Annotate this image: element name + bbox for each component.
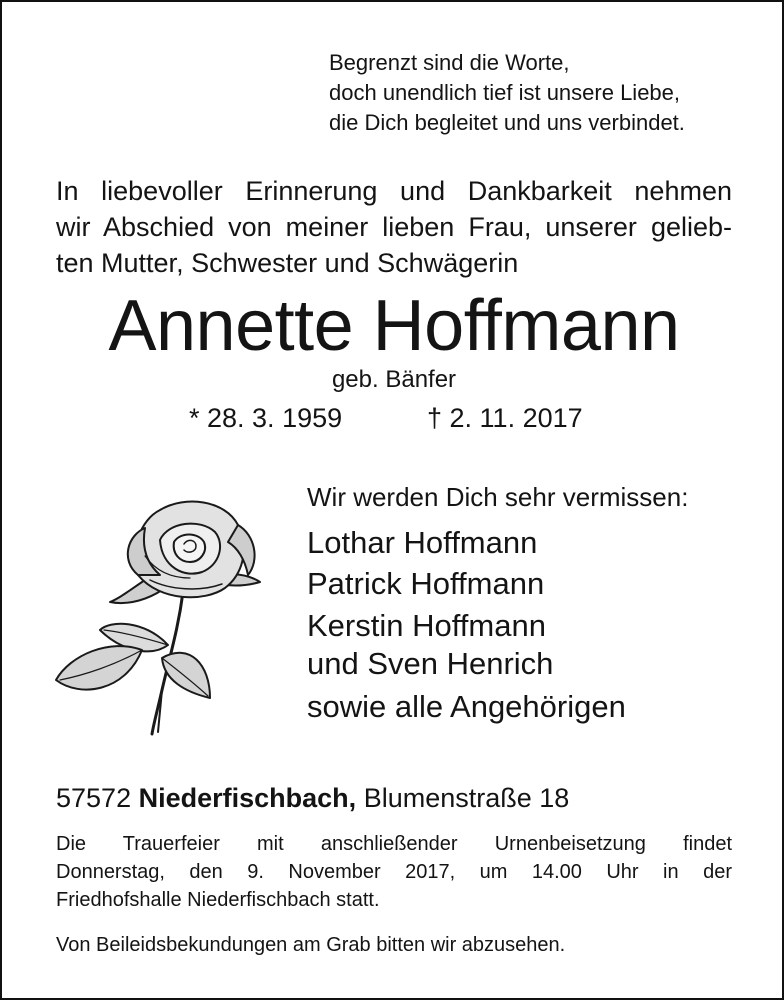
service-line: Friedhofshalle Niederfischbach statt.: [56, 889, 380, 911]
intro-line: wir Abschied von meiner lieben Frau, unserer gelieb-: [56, 212, 732, 242]
service-details: [56, 830, 732, 914]
poem-line: die Dich begleitet und uns verbindet.: [329, 110, 685, 135]
intro-line: In liebevoller Erinnerung und Dankbarkeit nehmen: [56, 176, 732, 206]
rose-icon: [50, 480, 290, 740]
service-line: Donnerstag, den 9. November 2017, um 14.00 Uhr in der: [56, 861, 732, 883]
condolence-note: Von Beileidsbekundungen am Grab bitten wir abzusehen.: [56, 934, 566, 956]
intro-text: [56, 173, 732, 281]
street: Blumenstraße 18: [363, 783, 570, 813]
mourner-name: sowie alle Angehörigen: [307, 689, 626, 724]
service-line: Die Trauerfeier mit anschließender Urnenbeisetzung findet: [56, 833, 732, 855]
town: Niederfischbach,: [138, 783, 357, 813]
poem-line: doch unendlich tief ist unsere Liebe,: [329, 80, 681, 105]
birth-name: geb. Bänfer: [331, 366, 457, 393]
mourners-heading: Wir werden Dich sehr vermissen:: [307, 482, 689, 512]
address: [56, 781, 569, 815]
poem: [329, 48, 685, 138]
mourner-list: [307, 522, 626, 727]
intro-line: ten Mutter, Schwester und Schwägerin: [56, 248, 519, 278]
postal-code: 57572: [56, 783, 132, 813]
mourner-name: und Sven Henrich: [307, 646, 554, 681]
deceased-name: Annette Hoffmann: [108, 286, 680, 366]
poem-line: Begrenzt sind die Worte,: [329, 50, 570, 75]
birth-date: * 28. 3. 1959: [189, 403, 343, 433]
death-date: † 2. 11. 2017: [427, 403, 583, 433]
mourner-name: Patrick Hoffmann: [307, 566, 545, 601]
mourner-name: Lothar Hoffmann: [307, 525, 538, 560]
mourner-name: Kerstin Hoffmann: [307, 608, 546, 643]
